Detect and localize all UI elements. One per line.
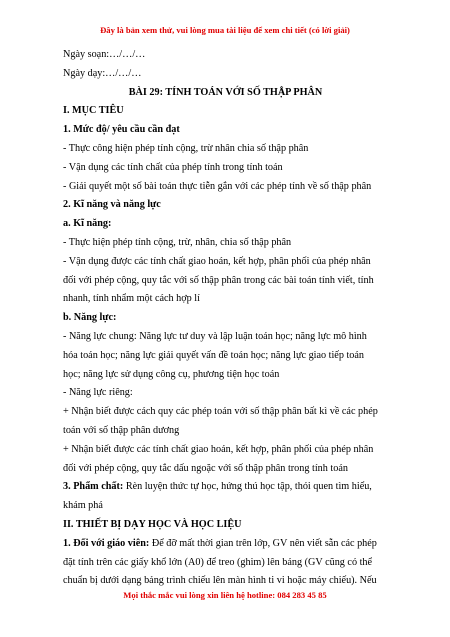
document-body xyxy=(63,46,388,591)
teacher-label: 1. Đối với giáo viên: xyxy=(63,537,150,549)
list-item: - Thực công hiện phép tính cộng, trừ nhân chia số thập phân xyxy=(63,142,309,154)
list-item: - Năng lực riêng: xyxy=(63,387,133,399)
subheading-requirements: 1. Mức độ/ yêu cầu cần đạt xyxy=(63,124,180,136)
teacher-text-cont: chuẩn bị dưới dạng bảng trình chiếu lên màn hình ti vi hoặc máy chiếu). Nếu xyxy=(63,575,377,587)
list-item: toán với số thập phân dương xyxy=(63,424,180,436)
list-item: - Vận dụng các tính chất của phép tính trong tính toán xyxy=(63,161,283,173)
section-heading-objectives: I. MỤC TIÊU xyxy=(63,105,124,117)
list-item: + Nhận biết được các tính chất giao hoán, kết hợp, phân phối của phép nhân xyxy=(63,443,374,455)
list-item: - Giải quyết một số bài toán thực tiễn gắn với các phép tính về số thập phân xyxy=(63,180,372,192)
qualities-text-cont: khám phá xyxy=(63,500,103,512)
teacher-text: Để đỡ mất thời gian trên lớp, GV nên viết sẵn các phép xyxy=(149,537,377,549)
date-taught: Ngày dạy:…/…/… xyxy=(63,67,142,79)
date-prepared: Ngày soạn:…/…/… xyxy=(63,49,146,60)
qualities-label: 3. Phẩm chất: xyxy=(63,481,124,493)
list-item: đối với phép cộng, quy tắc với số thập phân trong các bài toán tính viết, tính xyxy=(63,274,374,286)
list-item: - Vận dụng được các tính chất giao hoán, kết hợp, phân phối của phép nhân xyxy=(63,255,371,267)
list-item: học; năng lực sử dụng công cụ, phương tiện học toán xyxy=(63,368,280,380)
teacher-text-cont: đặt tính trên các giấy khổ lớn (A0) để treo (ghim) lên bảng (GV cũng có thể xyxy=(63,556,373,568)
hotline-notice-banner: Mọi thắc mắc vui lòng xin liên hệ hotline: 084 283 45 85 xyxy=(123,590,327,600)
list-item: đối với phép cộng, quy tắc dấu ngoặc với số thập phân trong tính toán xyxy=(63,462,348,474)
list-item: - Thực hiện phép tính cộng, trừ, nhân, chia số thập phân xyxy=(63,236,292,248)
subheading-skills-competencies: 2. Kĩ năng và năng lực xyxy=(63,199,161,211)
list-item: nhanh, tính nhẩm một cách hợp lí xyxy=(63,293,200,305)
subheading-competencies: b. Năng lực: xyxy=(63,312,117,324)
list-item: - Năng lực chung: Năng lực tư duy và lập luận toán học; năng lực mô hình xyxy=(63,330,367,342)
preview-notice-banner: Đây là bản xem thử, vui lòng mua tài liệu để xem chi tiết (có lời giải) xyxy=(100,25,350,35)
qualities-text: Rèn luyện thức tự học, hứng thú học tập, thói quen tìm hiểu, xyxy=(123,481,372,493)
qualities-paragraph xyxy=(63,478,388,497)
list-item: + Nhận biết được cách quy các phép toán với số thập phân bất kì về các phép xyxy=(63,406,378,418)
list-item: hóa toán học; năng lực giải quyết vấn đề toán học; năng lực giao tiếp toán xyxy=(63,349,365,361)
lesson-title: BÀI 29: TÍNH TOÁN VỚI SỐ THẬP PHÂN xyxy=(128,86,323,98)
subheading-skills: a. Kĩ năng: xyxy=(63,218,112,230)
teacher-paragraph xyxy=(63,535,388,554)
section-heading-materials: II. THIẾT BỊ DẠY HỌC VÀ HỌC LIỆU xyxy=(63,518,242,530)
